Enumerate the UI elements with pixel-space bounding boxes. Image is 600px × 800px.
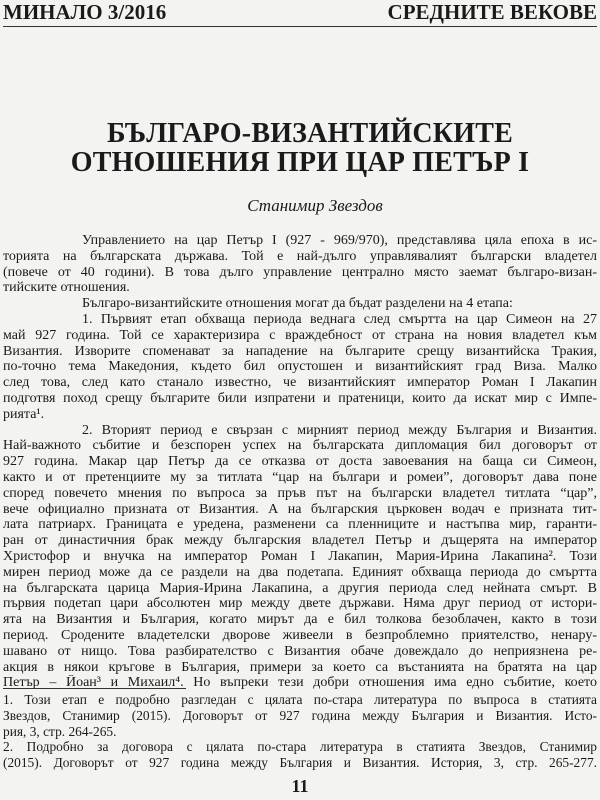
footnote-line: рия, 3, стр. 264-265. — [3, 723, 117, 739]
text-line: според повечето мнения по въпроса за пръв път на български владетел титлата “цар”, — [3, 485, 597, 501]
text-line: тийските отношения. — [3, 280, 130, 296]
text-line: на българската царица Мария-Ирина Лакапина, а другия периода след нейната смърт. В — [3, 580, 597, 596]
text-line: период. Сродените владетелски дворове живеели в безпроблемно приятелство, ненару- — [3, 627, 597, 643]
text-line: Петър – Йоан³ и Михаил⁴. Но въпреки тези добри отношения има едно събитие, което — [3, 675, 597, 691]
text-line: акция в някои кръгове в България, примери за което са въстанията на братята на цар — [3, 659, 597, 675]
journal-issue: МИНАЛО 3/2016 — [3, 0, 167, 24]
text-line: май 927 година. Той се характеризира с враждебност от страна на новия владетел към — [3, 327, 597, 343]
author-name: Станимир Звездов — [247, 196, 383, 215]
footnote-line: Звездов, Станимир (2015). Договорът от 927 година между България и Византия. Исто- — [3, 707, 597, 723]
text-line: първия подетап цари абсолютен мир между двете държави. Няма друг период от истори- — [3, 596, 597, 612]
text-line: Управлението на цар Петър I (927 - 969/970), представлява цяла епоха в ис- — [82, 233, 597, 248]
text-line: торията на българската държава. Той е най-дълго управлявалият български владетел — [3, 248, 597, 264]
header-rule — [3, 26, 597, 27]
text-line: Византия. Изворите споменават за нападение на българите срещу византийска Тракия, — [3, 343, 597, 359]
text-line: след това, след като станало известно, че византийският император Роман I Лакапин — [3, 375, 597, 391]
article-body — [3, 233, 597, 691]
text-line: Христофор и внучка на император Роман I Лакапин, Мария-Ирина Лакапина². Този — [3, 548, 597, 564]
text-line: ята на Византия и България, когато мирът да е бил толкова безоблачен, както в този — [3, 612, 597, 628]
section-name: СРЕДНИТЕ ВЕКОВЕ — [387, 0, 597, 24]
text-line: рията¹. — [3, 406, 45, 422]
text-line: вече официално призната от Византия. А на българския църковен водач е призната тит- — [3, 501, 597, 517]
page-number: 11 — [291, 776, 309, 796]
footnote-separator — [3, 688, 186, 689]
text-line: Най-важното събитие и безспорен успех на българската дипломация бил договорът от — [3, 438, 597, 454]
text-line: както и от претенциите му за титлата “цар на българи и ромеи”, договорът дава поне — [3, 469, 597, 485]
text-line: (повече от 40 години). В това дълго управление централно място заемат българо-визан- — [3, 264, 597, 280]
article-title-line-2: ОТНОШЕНИЯ ПРИ ЦАР ПЕТЪР I — [70, 147, 530, 178]
text-line: подготвя поход срещу българите били изпратени и пратеници, които да искат мир с Импе- — [3, 390, 597, 406]
text-line: 2. Вторият период е свързан с мирният период между България и Византия. — [82, 422, 597, 438]
footnote-line: 2. Подробно за договора с цялата по-стара литература в статията Звездов, Станимир — [3, 739, 597, 755]
text-line: ран от династичния брак между българския владетел Петър и дъщерята на император — [3, 533, 597, 549]
text-line: шавано от нищо. Това разбирателство с Византия обаче довеждало до неприязнена ре- — [3, 643, 597, 659]
text-line: 927 година. Макар цар Петър да се отказва от доста завоевания на баща си Симеон, — [3, 454, 597, 470]
text-line: по-точно тема Македония, където бил опустошен и византийският град Виза. Малко — [3, 359, 597, 375]
running-header — [3, 0, 597, 26]
article-title-line-1: БЪЛГАРО-ВИЗАНТИЙСКИТЕ — [106, 118, 514, 149]
text-line: 1. Първият етап обхваща периода веднага след смъртта на цар Симеон на 27 — [82, 311, 597, 327]
footnote-line: (2015). Договорът от 927 година между България и Византия. История, 3, стр. 265-277. — [3, 755, 597, 771]
text-line: мирен период може да се раздели на два подетапа. Единият обхваща периода до смъртта — [3, 564, 597, 580]
text-line: лата патриарх. Границата е уредена, разменени са пленниците и настъпва мир, гаранти- — [3, 517, 597, 533]
footnotes — [3, 692, 597, 771]
text-line: Българо-византийските отношения могат да бъдат разделени на 4 етапа: — [82, 296, 513, 312]
footnote-line: 1. Този етап е подробно разгледан с цялата по-стара литература по въпроса в статията — [3, 692, 597, 707]
